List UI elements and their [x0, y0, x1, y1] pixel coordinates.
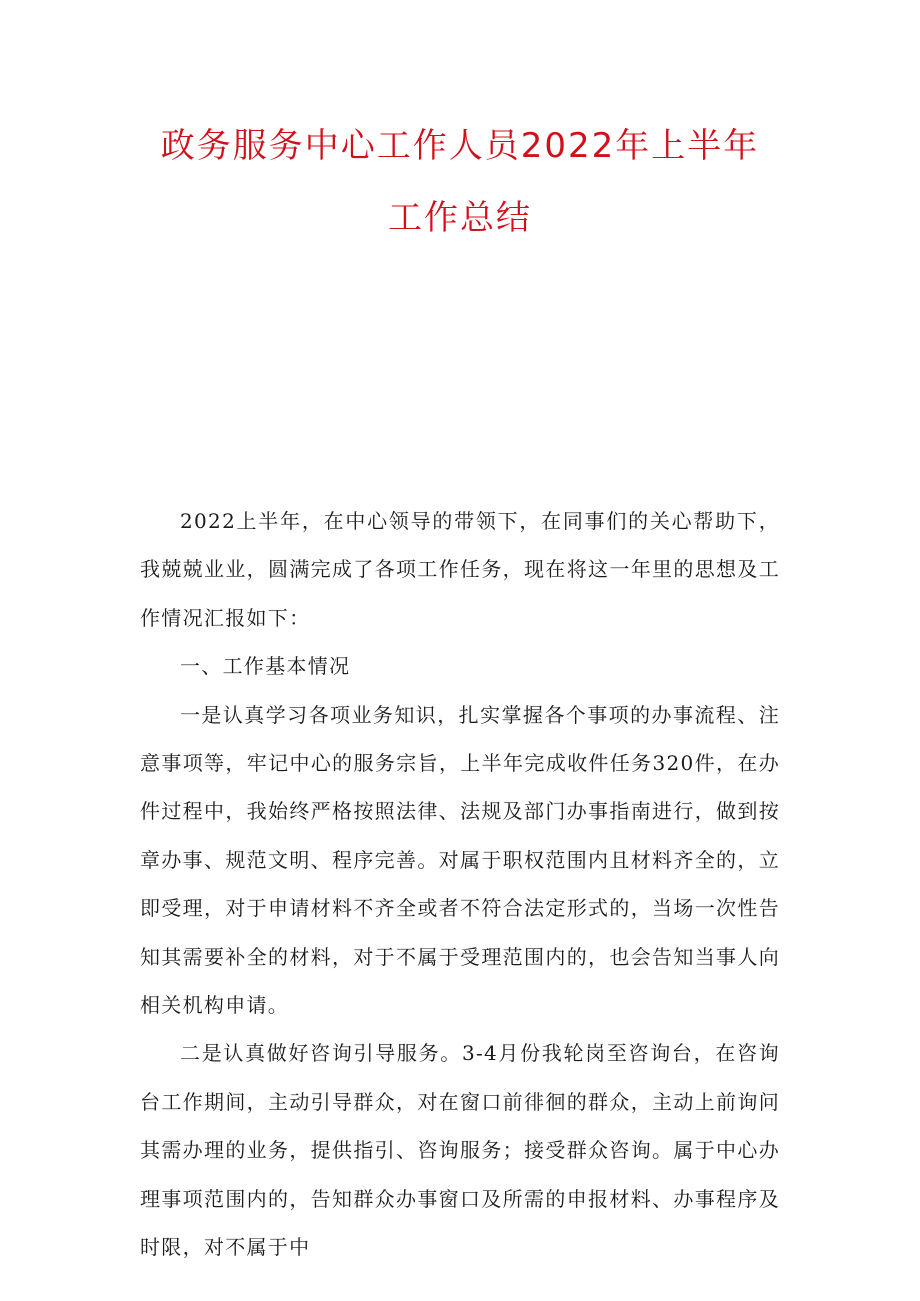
document-title-line-1: 政务服务中心工作人员2022年上半年: [160, 126, 760, 166]
document-title-line-2: 工作总结: [388, 198, 532, 238]
intro-paragraph: 2022上半年，在中心领导的带领下，在同事们的关心帮助下，我兢兢业业，圆满完成了各项工作任务，现在将这一年里的思想及工作情况汇报如下：: [140, 509, 780, 630]
section-heading: 一、工作基本情况: [180, 654, 351, 679]
document-body: [140, 497, 780, 1272]
body-paragraph-1: 一是认真学习各项业务知识，扎实掌握各个事项的办事流程、注意事项等，牢记中心的服务宗旨，上半年完成收件任务320件，在办件过程中，我始终严格按照法律、法规及部门办事指南进行，做到按章办事、规范文明、程序完善。对属于职权范围内且材料齐全的，立即受理，对于申请材料不齐全或者不符合法定形式的，当场一次性告知其需要补全的材料，对于不属于受理范围内的，也会告知当事人向相关机构申请。: [140, 702, 780, 1018]
body-paragraph-2: 二是认真做好咨询引导服务。3-4月份我轮岗至咨询台，在咨询台工作期间，主动引导群众，对在窗口前徘徊的群众，主动上前询问其需办理的业务，提供指引、咨询服务；接受群众咨询。属于中心办理事项范围内的，告知群众办事窗口及所需的申报材料、办事程序及时限，对不属于中: [140, 1041, 780, 1260]
